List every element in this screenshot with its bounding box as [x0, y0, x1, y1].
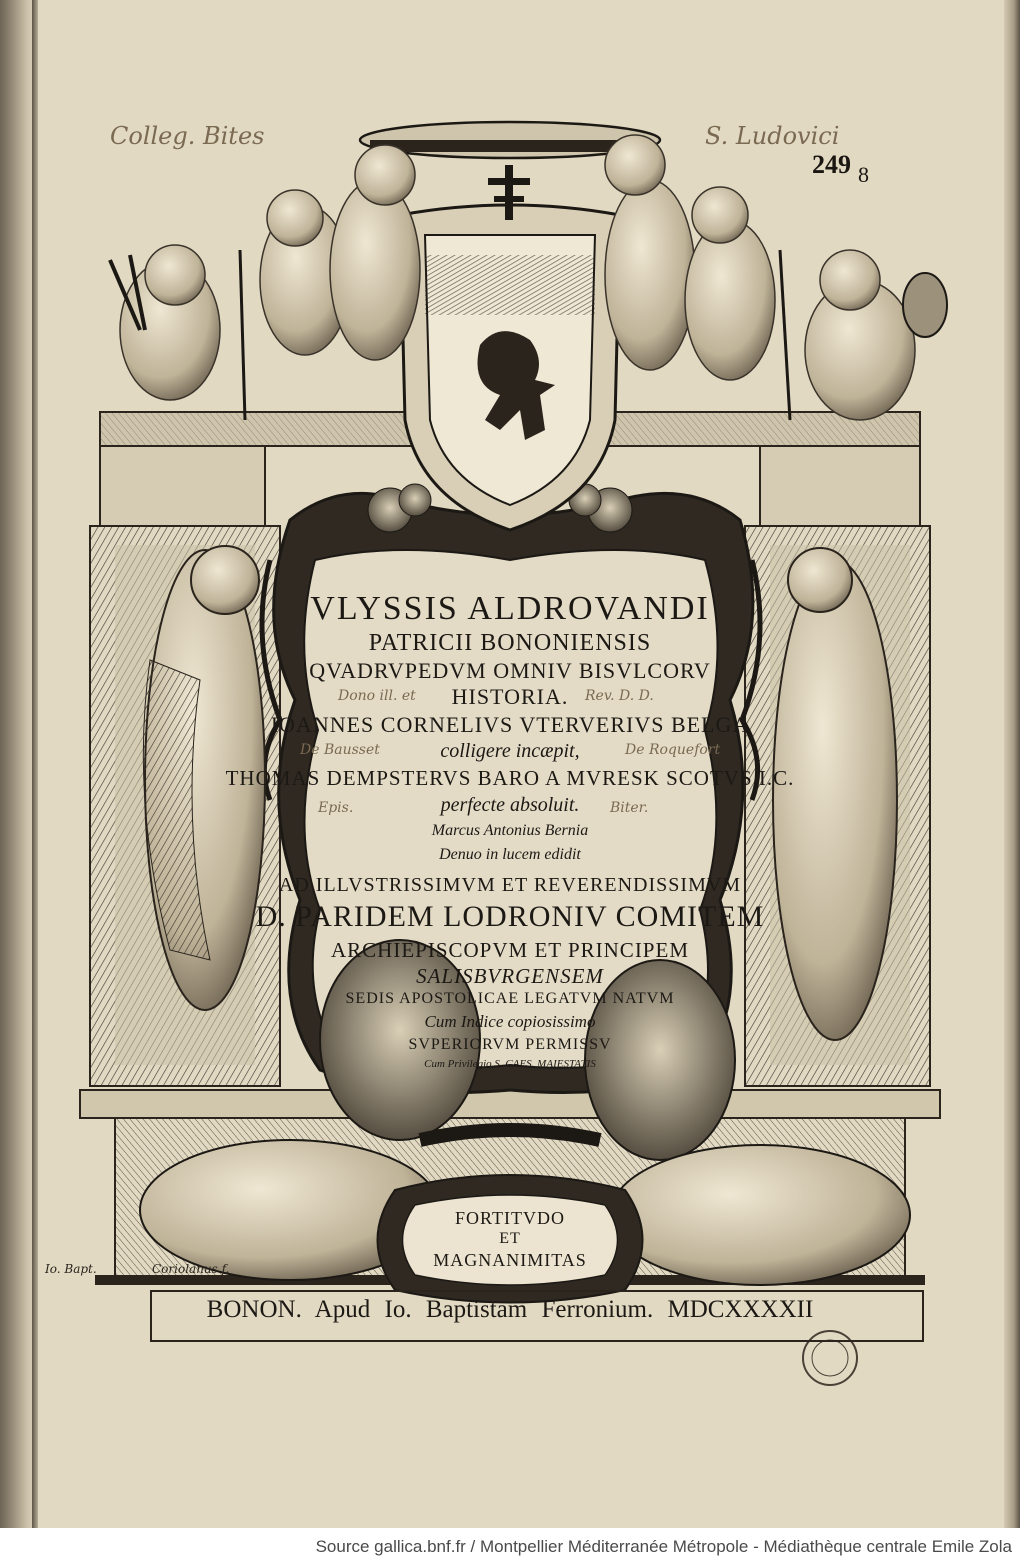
title-line4: HISTORIA. [451, 684, 569, 709]
title-line3: QVADRVPEDVM OMNIV BISVLCORV [309, 658, 711, 683]
title-line15: SEDIS APOSTOLICAE LEGATVM NATVM [345, 990, 675, 1007]
title-line14: SALISBVRGENSEM [416, 964, 604, 988]
handwriting-mid-right3: Biter. [610, 800, 649, 816]
engraver-left: Io. Bapt. [45, 1262, 97, 1276]
title-line17: SVPERIORVM PERMISSV [408, 1036, 612, 1053]
engraver-right: Coriolanus f. [152, 1262, 230, 1276]
title-line2: PATRICII BONONIENSIS [368, 630, 652, 656]
handwriting-mid-left2: De Bausset [300, 742, 380, 758]
title-line16: Cum Indice copiosissimo [424, 1012, 596, 1031]
handwriting-mid-right2: De Roquefort [625, 742, 721, 758]
handwriting-mid-right1: Rev. D. D. [585, 688, 654, 704]
title-line8: perfecte absoluit. [440, 794, 580, 816]
title-line18: Cum Privilegio S. CAES. MAIESTATIS [424, 1058, 596, 1070]
motto-line2: ET [499, 1230, 521, 1247]
title-line11: AD ILLVSTRISSIMVM ET REVERENDISSIMVM [278, 874, 742, 896]
imprint-text: BONON. Apud Io. Baptistam Ferronium. MDCXXXXII [206, 1296, 814, 1323]
title-dedicatee: D. PARIDEM LODRONIV COMITEM [255, 900, 765, 933]
title-line13: ARCHIEPISCOPVM ET PRINCIPEM [330, 938, 689, 962]
handwriting-mid-left1: Dono ill. et [338, 688, 416, 704]
motto-line1: FORTITVDO [455, 1208, 565, 1228]
title-line5: IOANNES CORNELIVS VTERVERIVS BELGA [270, 712, 750, 737]
title-author: VLYSSIS ALDROVANDI [310, 590, 710, 627]
handwriting-mid-left3: Epis. [318, 800, 354, 816]
title-line7: THOMAS DEMPSTERVS BARO A MVRESK SCOTVS I.C. [225, 766, 795, 790]
title-line6: colligere incæpit, [440, 740, 580, 762]
title-line9: Marcus Antonius Bernia [431, 822, 589, 839]
folio-number: 249 [812, 150, 851, 179]
handwriting-top-left: Colleg. Bites [110, 122, 265, 150]
folio-sub: 8 [858, 162, 869, 187]
handwriting-top-right: S. Ludovici [705, 122, 840, 150]
source-footer: Source gallica.bnf.fr / Montpellier Méditerranée Métropole - Médiathèque centrale Emile Zola [0, 1528, 1020, 1566]
motto-line3: MAGNANIMITAS [433, 1250, 587, 1270]
title-line10: Denuo in lucem edidit [439, 846, 581, 863]
